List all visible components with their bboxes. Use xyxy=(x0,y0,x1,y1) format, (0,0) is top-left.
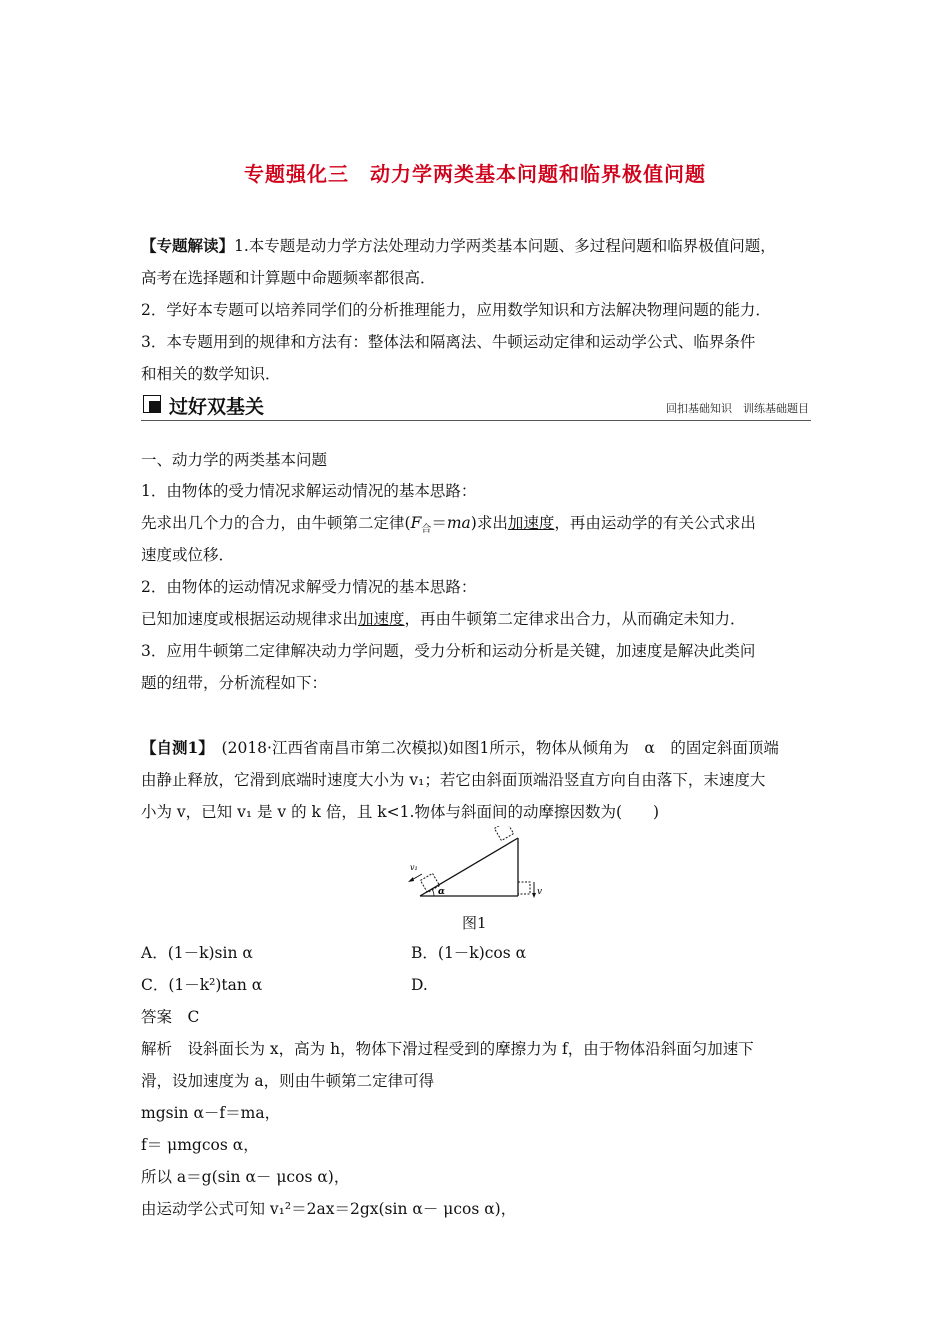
top-block xyxy=(494,826,513,841)
section-title: 过好双基关 xyxy=(169,396,265,418)
body-s1b: 速度或位移． xyxy=(141,546,235,564)
v-arrowhead xyxy=(532,893,536,898)
alpha-label: α xyxy=(438,887,445,897)
option-a: A．(1－k)sin α xyxy=(141,944,253,962)
problem-line-2: 由静止释放，它滑到底端时速度大小为 v₁；若它由斜面顶端沿竖直方向自由落下，末速度大 xyxy=(141,771,766,789)
intro-text-1a: 1.本专题是动力学方法处理动力学两类基本问题、多过程问题和临界极值问题， xyxy=(234,237,776,255)
body-s1: 1．由物体的受力情况求解运动情况的基本思路： xyxy=(141,482,477,500)
equation-3: 所以 a＝g(sin α－ μcos α)， xyxy=(141,1168,350,1186)
option-b: B．(1－k)cos α xyxy=(411,944,527,962)
intro-line-4: 3．本专题用到的规律和方法有：整体法和隔离法、牛顿运动定律和运动学公式、临界条件 xyxy=(141,333,756,351)
s1a-pre: 先求出几个力的合力，由牛顿第二定律( xyxy=(141,514,411,532)
body-s2a xyxy=(141,609,746,629)
equation-4: 由运动学公式可知 v₁²＝2ax＝2gx(sin α－ μcos α)， xyxy=(141,1200,517,1218)
falling-block xyxy=(518,882,530,894)
equation-2: f＝ μmgcos α， xyxy=(141,1136,259,1154)
problem-line-3: 小为 v，已知 v₁ 是 v 的 k 倍，且 k<1.物体与斜面间的动摩擦因数为( ) xyxy=(141,803,660,821)
body-s3a: 3．应用牛顿第二定律解决动力学问题，受力分析和运动分析是关键，加速度是解决此类问 xyxy=(141,642,756,660)
intro-line-5: 和相关的数学知识． xyxy=(141,365,281,383)
s1a-mid: )求出 xyxy=(470,514,508,532)
intro-line-3: 2．学好本专题可以培养同学们的分析推理能力，应用数学知识和方法解决物理问题的能力． xyxy=(141,301,771,319)
section-header xyxy=(141,392,811,421)
body-s3b: 题的纽带，分析流程如下： xyxy=(141,674,328,692)
intro-label: 【专题解读】 xyxy=(141,236,235,255)
body-s1a xyxy=(141,513,756,540)
section-square-icon xyxy=(143,395,161,413)
problem-label: 【自测1】 xyxy=(141,738,207,757)
s1a-F: F xyxy=(410,514,422,532)
v-label: v xyxy=(537,887,543,897)
option-d: D. xyxy=(411,976,428,994)
problem-text-1: (2018·江西省南昌市第二次模拟)如图1所示，物体从倾角为 α 的固定斜面顶端 xyxy=(206,739,779,757)
s1a-post: ，再由运动学的有关公式求出 xyxy=(554,514,756,532)
intro-line-2: 高考在选择题和计算题中命题频率都很高． xyxy=(141,269,436,287)
analysis-line-1: 解析 设斜面长为 x，高为 h，物体下滑过程受到的摩擦力为 f，由于物体沿斜面匀加速下 xyxy=(141,1040,754,1058)
body-s2: 2．由物体的运动情况求解受力情况的基本思路： xyxy=(141,578,477,596)
section-subtitle: 回扣基础知识 训练基础题目 xyxy=(666,402,809,415)
angle-arc xyxy=(432,889,434,896)
problem-line-1 xyxy=(141,738,779,758)
answer: 答案 C xyxy=(141,1008,200,1026)
v1-label: v₁ xyxy=(410,863,418,872)
analysis-line-2: 滑，设加速度为 a，则由牛顿第二定律可得 xyxy=(141,1072,435,1090)
s1a-sub: 合 xyxy=(421,524,432,536)
incline-slope xyxy=(420,838,518,896)
s1a-ma: ma xyxy=(446,514,471,532)
option-c: C．(1－k²)tan α xyxy=(141,976,263,994)
s2a-post: ，再由牛顿第二定律求出合力，从而确定未知力． xyxy=(404,610,746,628)
s1a-underline: 加速度 xyxy=(507,514,555,532)
incline-figure xyxy=(400,826,550,906)
heading-1: 一、动力学的两类基本问题 xyxy=(141,451,328,469)
v1-arrowhead xyxy=(408,877,414,882)
s2a-underline: 加速度 xyxy=(358,610,405,628)
intro-line-1 xyxy=(141,236,776,256)
s2a-pre: 已知加速度或根据运动规律求出 xyxy=(141,610,359,628)
page-title: 专题强化三 动力学两类基本问题和临界极值问题 xyxy=(244,162,706,186)
figure-caption: 图1 xyxy=(462,914,487,932)
s1a-eq: ＝ xyxy=(431,514,447,532)
equation-1: mgsin α－f＝ma， xyxy=(141,1104,281,1122)
